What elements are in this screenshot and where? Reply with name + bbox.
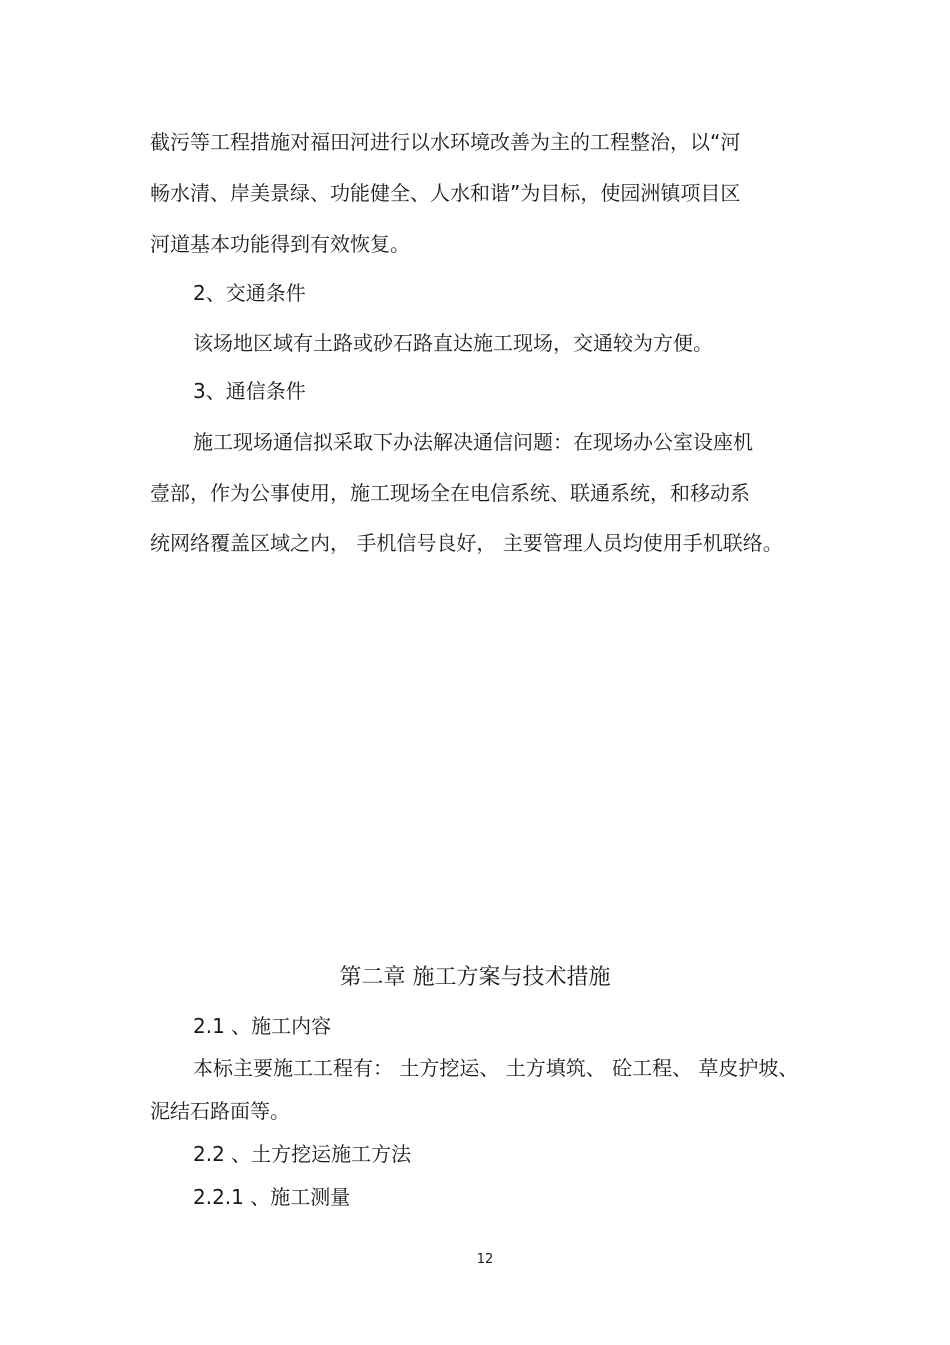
- body-text-line: 泥结石路面等。: [150, 1099, 290, 1123]
- body-text-line: 畅水清、岸美景绿、功能健全、人水和谐”为目标，使园洲镇项目区: [150, 181, 741, 205]
- section-heading-2-1: 2.1 、施工内容: [193, 1014, 332, 1038]
- section-heading-2-2: 2.2 、土方挖运施工方法: [193, 1142, 412, 1166]
- body-text-line: 河道基本功能得到有效恢复。: [150, 232, 410, 256]
- page-number: 12: [476, 1252, 494, 1267]
- section-heading-2-2-1: 2.2.1 、施工测量: [193, 1185, 351, 1209]
- subsection-heading-traffic: 2、交通条件: [193, 281, 306, 305]
- body-text-line: 该场地区域有土路或砂石路直达施工现场，交通较为方便。: [193, 331, 713, 355]
- body-text-line: 截污等工程措施对福田河进行以水环境改善为主的工程整治，以“河: [150, 130, 741, 154]
- chapter-title: 第二章 施工方案与技术措施: [339, 965, 611, 990]
- body-text-line: 施工现场通信拟采取下办法解决通信问题：在现场办公室设座机: [193, 430, 753, 454]
- body-text-line: 本标主要施工工程有： 土方挖运、 土方填筑、 砼工程、 草皮护坡、: [193, 1056, 799, 1080]
- subsection-heading-communication: 3、通信条件: [193, 379, 306, 403]
- body-text-line: 统网络覆盖区域之内， 手机信号良好， 主要管理人员均使用手机联络。: [150, 531, 783, 555]
- body-text-line: 壹部，作为公事使用，施工现场全在电信系统、联通系统，和移动系: [150, 481, 750, 505]
